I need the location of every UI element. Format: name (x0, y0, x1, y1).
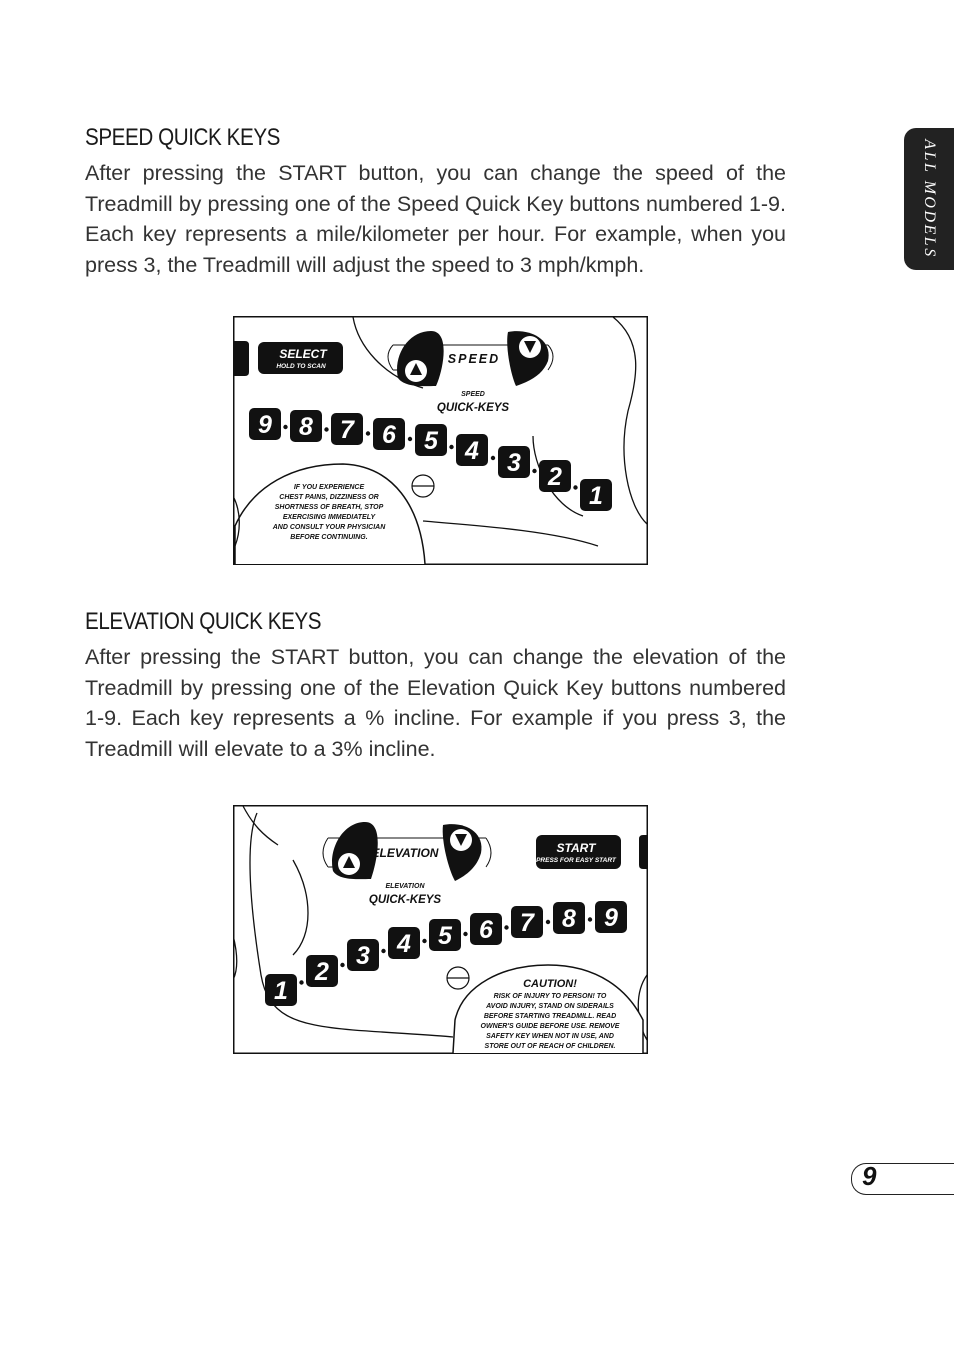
start-button-sub: PRESS FOR EASY START (536, 857, 616, 864)
key-separator-dot (340, 963, 344, 967)
key-separator-dot (546, 920, 550, 924)
speed-key-label: 1 (589, 482, 603, 510)
speed-key-3[interactable] (498, 446, 530, 478)
elevation-key-9[interactable] (595, 901, 627, 933)
key-separator-dot (463, 932, 467, 936)
elevation-qk-label: QUICK-KEYS (368, 894, 442, 906)
elevation-quick-keys-panel (233, 805, 648, 1054)
elevation-key-1[interactable] (265, 974, 297, 1006)
key-separator-dot (366, 431, 370, 435)
key-separator-dot (324, 427, 328, 431)
elevation-key-3[interactable] (347, 939, 379, 971)
select-button-sub: HOLD TO SCAN (276, 363, 326, 370)
elevation-section-body: After pressing the START button, you can change the elevation of the Treadmill by pressing one of the Elevation Quick Key buttons numbered 1-9. Each key represents a % incline. For example if you press 3, the Treadmill will elevate to a 3% incline. (85, 645, 786, 761)
warning-line: STORE OUT OF REACH OF CHILDREN. (484, 1043, 616, 1050)
warning-line: CHEST PAINS, DIZZINESS OR (279, 494, 379, 501)
warning-line: AVOID INJURY, STAND ON SIDERAILS (486, 1003, 614, 1010)
speed-key-7[interactable] (331, 413, 363, 445)
key-separator-dot (299, 980, 303, 984)
caution-title: CAUTION! (523, 978, 577, 990)
warning-line: SHORTNESS OF BREATH, STOP (274, 504, 384, 511)
elevation-key-5[interactable] (429, 919, 461, 951)
warning-line: RISK OF INJURY TO PERSON! TO (493, 993, 607, 1000)
elevation-key-label: 3 (356, 942, 370, 970)
speed-key-label: 4 (465, 437, 479, 465)
key-separator-dot (491, 456, 495, 460)
elevation-key-label: 8 (562, 905, 576, 933)
warning-line: IF YOU EXPERIENCE (293, 484, 365, 491)
speed-key-1[interactable] (580, 479, 612, 511)
speed-key-8[interactable] (290, 410, 322, 442)
page-number: 9 (862, 1161, 877, 1191)
speed-key-label: 5 (424, 427, 438, 455)
elevation-key-label: 4 (397, 930, 411, 958)
elevation-key-6[interactable] (470, 913, 502, 945)
elevation-section-title: ELEVATION QUICK KEYS (85, 608, 322, 635)
elevation-key-2[interactable] (306, 955, 338, 987)
elevation-key-label: 1 (274, 977, 288, 1005)
key-separator-dot (573, 485, 577, 489)
speed-key-label: 8 (299, 413, 313, 441)
elevation-key-4[interactable] (388, 927, 420, 959)
elevation-key-label: 9 (604, 904, 618, 932)
key-separator-dot (408, 437, 412, 441)
elevation-qk-small: ELEVATION (385, 883, 425, 890)
elevation-key-label: 7 (520, 909, 534, 937)
section-side-tab (904, 128, 954, 270)
speed-qk-small: SPEED (461, 391, 485, 398)
elevation-key-8[interactable] (553, 902, 585, 934)
speed-key-label: 7 (340, 416, 354, 444)
warning-line: BEFORE CONTINUING. (290, 534, 368, 541)
select-button-label: SELECT (279, 347, 327, 361)
speed-key-label: 6 (382, 421, 396, 449)
speed-rocker-label: SPEED (447, 352, 501, 366)
elevation-key-label: 6 (479, 916, 493, 944)
start-button-label: START (556, 841, 596, 855)
warning-line: BEFORE STARTING TREADMILL. READ (483, 1013, 617, 1020)
elevation-key-7[interactable] (511, 906, 543, 938)
key-separator-dot (504, 925, 508, 929)
speed-qk-label: QUICK-KEYS (436, 402, 510, 414)
speed-key-label: 3 (507, 449, 521, 477)
warning-line: AND CONSULT YOUR PHYSICIAN (272, 524, 386, 531)
warning-line: EXERCISING IMMEDIATELY (282, 514, 376, 521)
key-separator-dot (283, 425, 287, 429)
speed-key-5[interactable] (415, 424, 447, 456)
speed-key-4[interactable] (456, 434, 488, 466)
warning-line: SAFETY KEY WHEN NOT IN USE, AND (486, 1033, 614, 1040)
elevation-key-label: 5 (438, 922, 452, 950)
side-tab-label: ALL MODELS (921, 139, 938, 259)
key-separator-dot (381, 949, 385, 953)
key-separator-dot (532, 469, 536, 473)
speed-key-6[interactable] (373, 418, 405, 450)
speed-quick-keys-panel (233, 316, 648, 565)
speed-section-title: SPEED QUICK KEYS (85, 124, 281, 151)
key-separator-dot (449, 445, 453, 449)
warning-line: OWNER'S GUIDE BEFORE USE. REMOVE (480, 1023, 620, 1030)
speed-key-9[interactable] (249, 408, 281, 440)
key-separator-dot (588, 917, 592, 921)
speed-key-label: 2 (548, 463, 562, 491)
elevation-key-label: 2 (315, 958, 329, 986)
speed-section-body: After pressing the START button, you can change the speed of the Treadmill by pressing one of the Speed Quick Key buttons numbered 1-9. Each key represents a mile/kilometer per hour. For example, when you press 3, the Treadmill will adjust the speed to 3 mph/kmph. (85, 161, 786, 277)
elevation-rocker-label: ELEVATION (371, 846, 439, 860)
speed-key-label: 9 (258, 411, 272, 439)
speed-key-2[interactable] (539, 460, 571, 492)
key-separator-dot (422, 939, 426, 943)
